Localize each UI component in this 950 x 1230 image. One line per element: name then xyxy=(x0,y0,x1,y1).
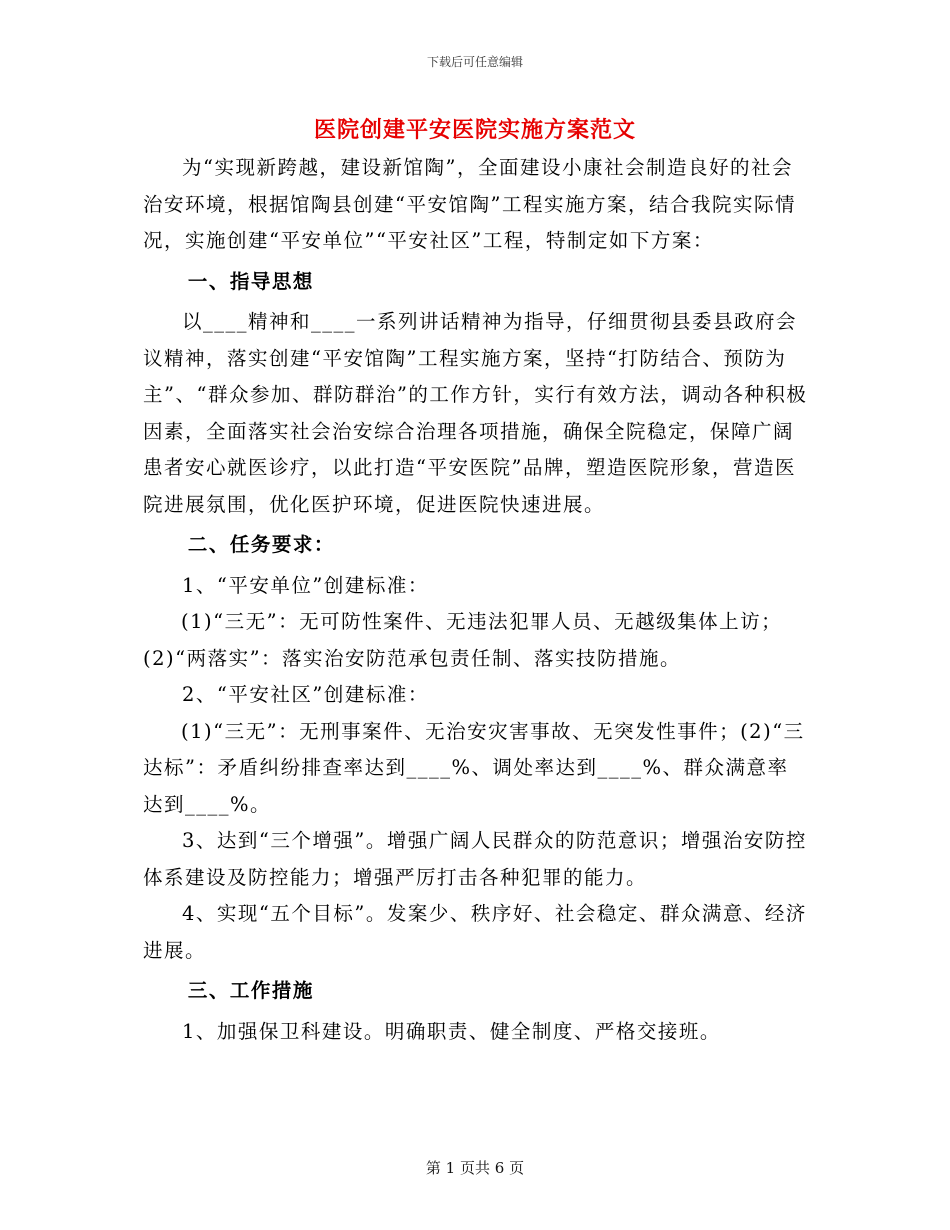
document-title: 医院创建平安医院实施方案范文 xyxy=(313,117,636,143)
five-goals-paragraph: 4、实现“五个目标”。发案少、秩序好、社会稳定、群众满意、经济进展。 xyxy=(143,902,807,962)
guiding-ideology-paragraph: 以____精神和____一系列讲话精神为指导，仔细贯彻县委县政府会议精神，落实创建“平安馆陶”工程实施方案，坚持“打防结合、预防为主”、“群众参加、群防群治”的工作方针，实行有效方法，调动各种积极因素，全面落实社会治安综合治理各项措施，确保全院稳定，保障广阔患者安心就医诊疗，以此打造“平安医院”品牌，塑造医院形象，营造医院进展氛围，优化医护环境，促进医院快速进展。 xyxy=(143,310,808,516)
page-footer-number: 第 1 页共 6 页 xyxy=(425,1159,525,1177)
section-heading-work-measures: 三、工作措施 xyxy=(187,979,314,1002)
section-heading-guiding-ideology: 一、指导思想 xyxy=(187,269,314,293)
safe-unit-standard-items: (1)“三无”：无可防性案件、无违法犯罪人员、无越级集体上访；(2)“两落实”：落实治安防范承包责任制、落实技防措施。 xyxy=(143,610,783,670)
page-header-note: 下载后可任意编辑 xyxy=(426,55,523,69)
security-dept-paragraph: 1、加强保卫科建设。明确职责、健全制度、严格交接班。 xyxy=(182,1019,721,1043)
three-strengthen-paragraph: 3、达到“三个增强”。增强广阔人民群众的防范意识；增强治安防控体系建设及防控能力；增强严厉打击各种犯罪的能力。 xyxy=(143,829,807,889)
intro-paragraph: 为“实现新跨越，建设新馆陶”，全面建设小康社会制造良好的社会治安环境，根据馆陶县创建“平安馆陶”工程实施方案，结合我院实际情况，实施创建“平安单位”“平安社区”工程，特制定如下方案： xyxy=(143,156,796,252)
section-heading-task-requirements: 二、任务要求： xyxy=(187,533,335,556)
safe-community-standard-items: (1)“三无”：无刑事案件、无治安灾害事故、无突发性事件；(2)“三达标”：矛盾纠纷排查率达到____%、调处率达到____%、群众满意率达到____%。 xyxy=(143,719,805,816)
safe-unit-standard-heading: 1、“平安单位”创建标准： xyxy=(182,573,429,597)
document-body xyxy=(143,150,808,1050)
safe-community-standard-heading: 2、“平安社区”创建标准： xyxy=(182,683,429,706)
